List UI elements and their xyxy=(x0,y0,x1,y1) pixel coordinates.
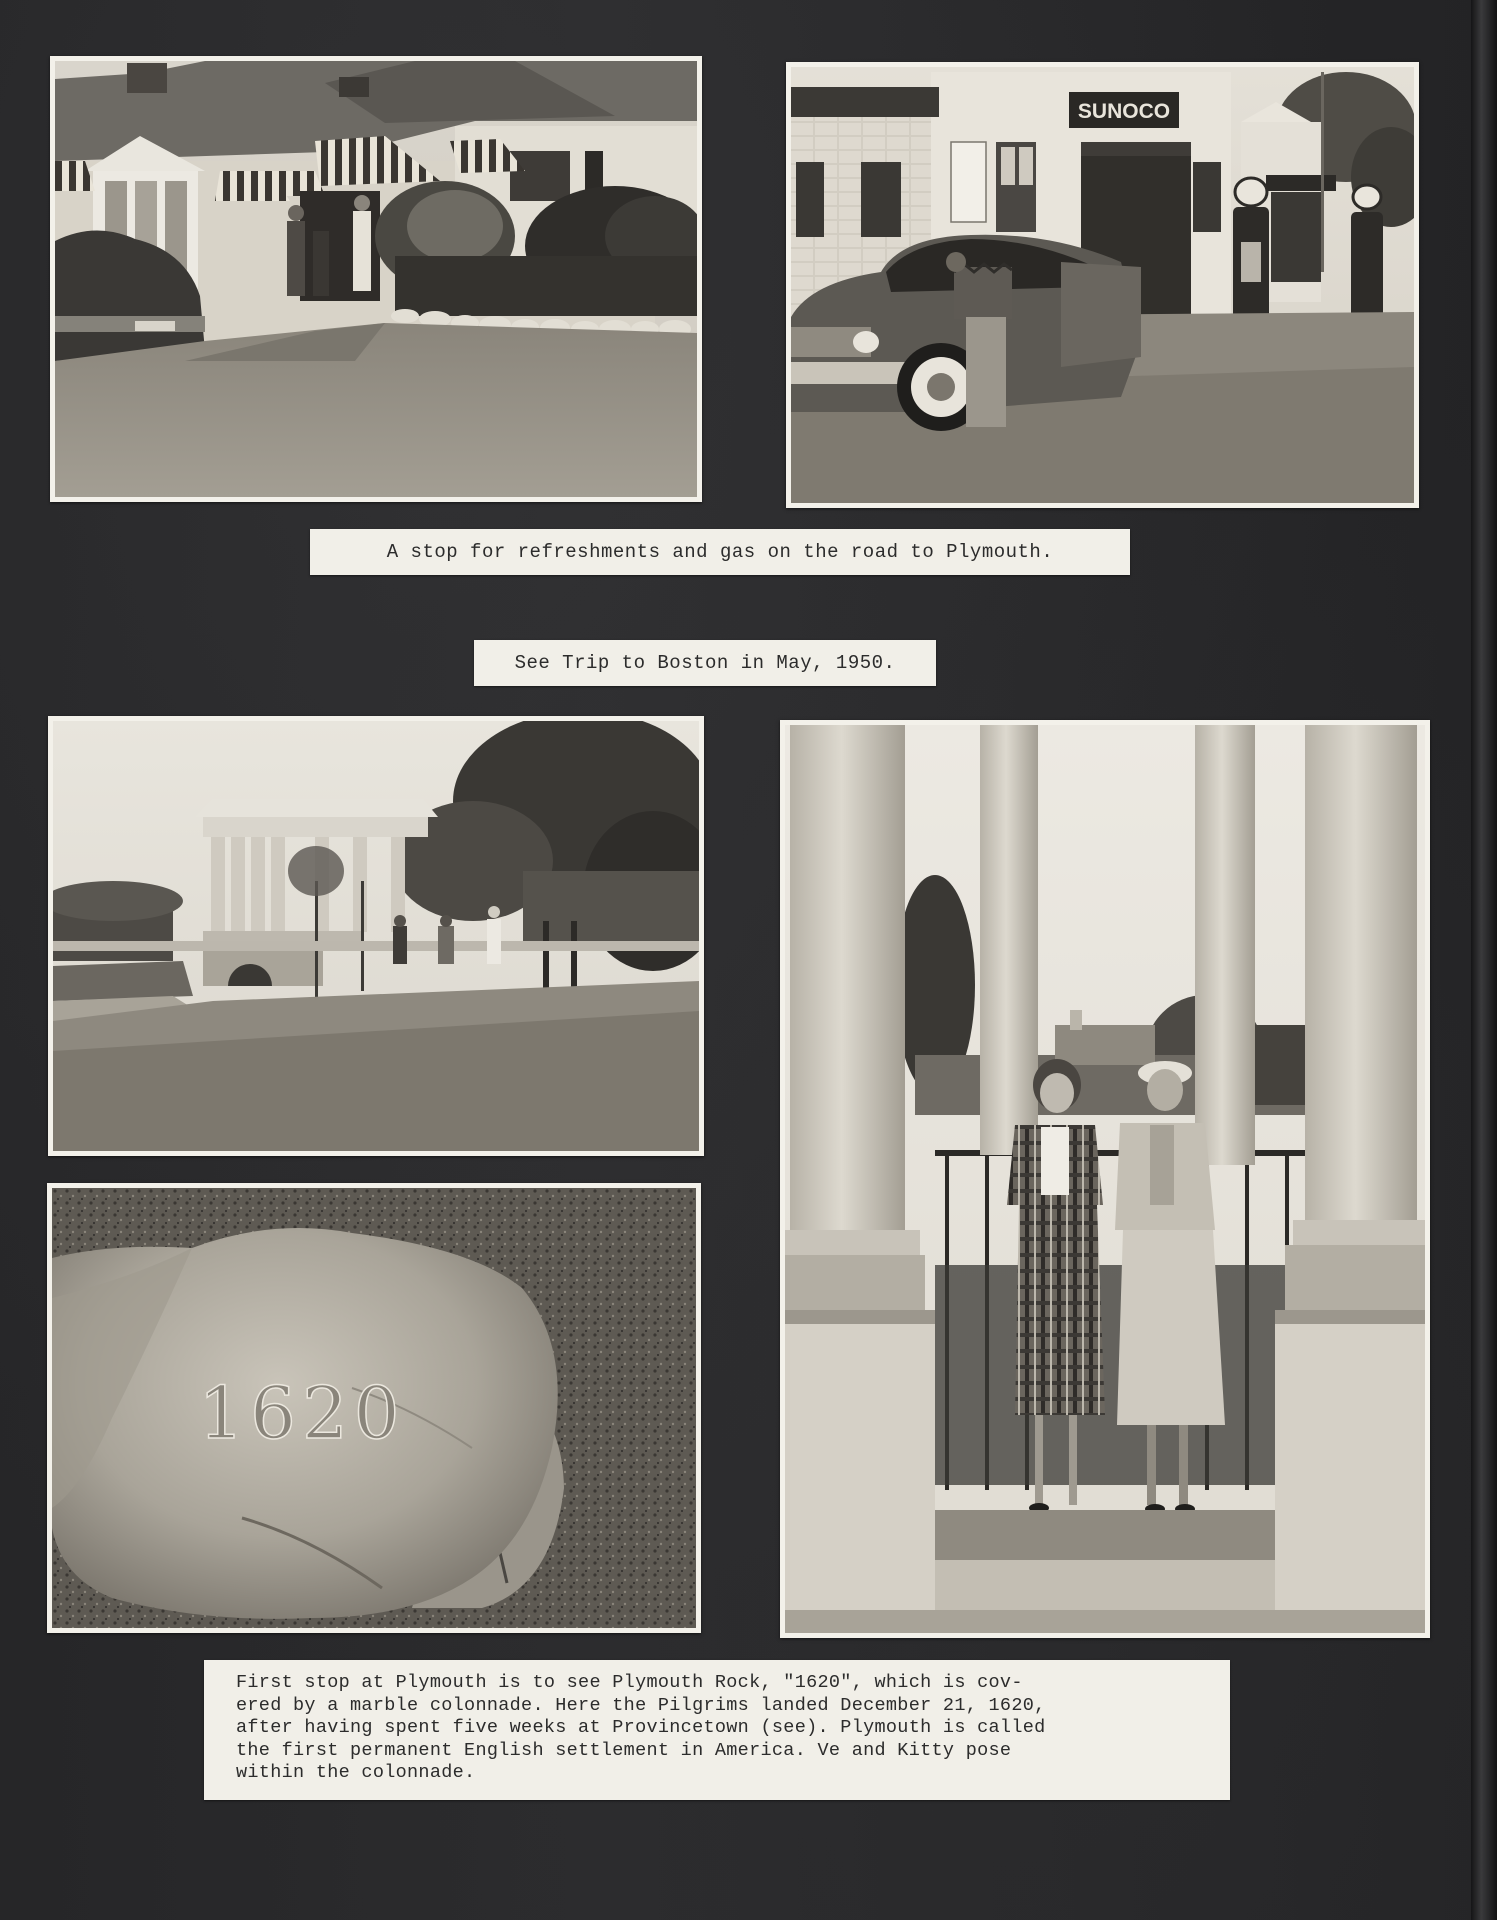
plymouth-caption-line-2: ered by a marble colonnade. Here the Pilgrims landed December 21, 1620, xyxy=(236,1694,1046,1716)
plymouth-caption xyxy=(204,1660,1230,1800)
plymouth-caption-line-1: First stop at Plymouth is to see Plymouth Rock, "1620", which is cov- xyxy=(236,1672,1023,1693)
ve-and-kitty-photo xyxy=(780,720,1430,1638)
gas-station-photo xyxy=(786,62,1419,508)
page-edge xyxy=(1471,0,1497,1920)
colonnade-park-photo xyxy=(48,716,704,1156)
sunoco-sign-text: SUNOCO xyxy=(1077,100,1171,123)
restaurant-photo xyxy=(50,56,702,502)
plymouth-caption-line-3: after having spent five weeks at Provincetown (see). Plymouth is called xyxy=(236,1717,1046,1738)
plymouth-caption-line-5: within the colonnade. xyxy=(236,1762,476,1783)
see-trip-caption: See Trip to Boston in May, 1950. xyxy=(474,640,936,686)
rock-carved-text: 1620 xyxy=(198,1371,406,1455)
plymouth-caption-line-4: the first permanent English settlement in America. Ve and Kitty pose xyxy=(236,1739,1012,1761)
plymouth-rock-photo xyxy=(47,1183,701,1633)
road-stop-caption: A stop for refreshments and gas on the road to Plymouth. xyxy=(310,529,1130,575)
